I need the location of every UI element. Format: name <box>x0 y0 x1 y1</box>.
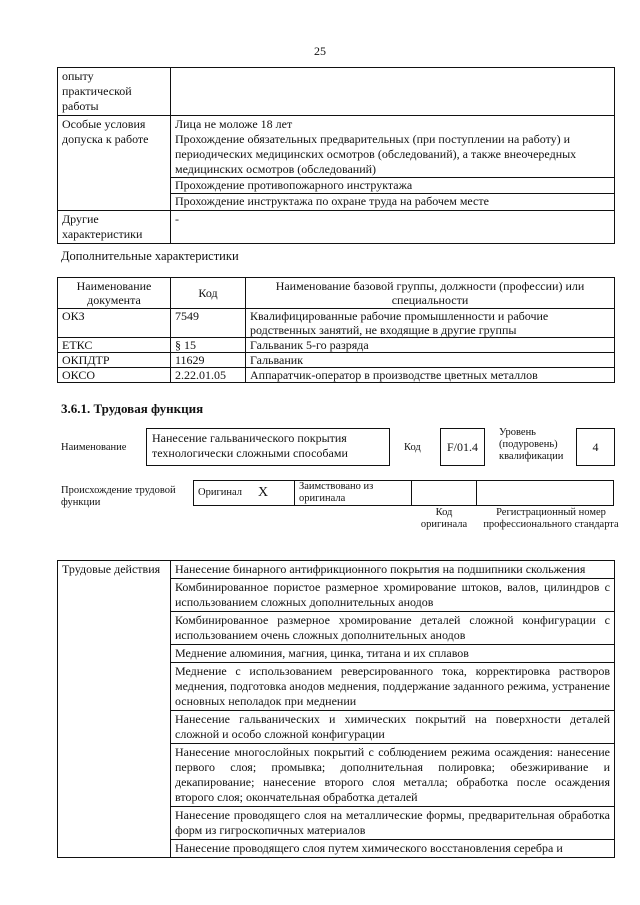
original-code-cell <box>412 481 477 506</box>
column-header: Наименование документа <box>58 278 171 309</box>
original-mark: X <box>254 481 295 506</box>
list-item: Нанесение проводящего слоя на металлические формы, предварительная обработка форм из гигроскопичных материалов <box>171 807 614 840</box>
table-cell: ОКЗ <box>58 309 171 338</box>
table-cell: Гальваник <box>246 353 615 368</box>
table-row <box>194 481 614 506</box>
row-label: опыту практической работы <box>58 68 171 116</box>
row-label: Трудовые действия <box>58 561 171 858</box>
condition-line: Прохождение обязательных предварительных (при поступлении на работу) и периодических медицинских осмотров (обследований), а также внеочередных медицинских осмотров (обследований) <box>171 132 614 178</box>
name-label: Наименование <box>61 442 127 453</box>
list-item: Комбинированное размерное хромирование деталей сложной конфигурации с использованием очень сложных дополнительных анодов <box>171 612 614 645</box>
table-row <box>58 353 615 368</box>
reg-number-caption: Регистрационный номер профессионального стандарта <box>483 507 619 530</box>
additional-characteristics-table <box>57 277 615 383</box>
borrowed-label: Заимствовано из оригинала <box>295 481 412 506</box>
row-value: - <box>171 211 615 244</box>
table-header-row <box>58 278 615 309</box>
table-cell: ЕТКС <box>58 338 171 353</box>
table-row <box>58 116 615 211</box>
table-cell: Аппаратчик-оператор в производстве цветных металлов <box>246 368 615 383</box>
original-label: Оригинал <box>194 481 255 506</box>
column-header: Наименование базовой группы, должности (профессии) или специальности <box>246 278 615 309</box>
row-label: Особые условия допуска к работе <box>58 116 171 211</box>
row-label: Другие характеристики <box>58 211 171 244</box>
column-header: Код <box>171 278 246 309</box>
origin-label: Происхождение трудовой функции <box>61 485 176 508</box>
row-value <box>171 68 615 116</box>
list-item: Комбинированное пористое размерное хромирование штоков, валов, цилиндров с использованием сложных дополнительных анодов <box>171 579 614 612</box>
list-item: Меднение с использованием реверсированного тока, корректировка растворов меднения, подготовка анодов меднения, поддержание заданного режима, устранение основных неполадок при меднении <box>171 663 614 711</box>
function-name-box: Нанесение гальванического покрытия технологически сложными способами <box>146 428 390 466</box>
original-code-caption: Код оригинала <box>420 507 468 530</box>
qualification-requirements-table <box>57 67 615 244</box>
section-title: 3.6.1. Трудовая функция <box>61 401 204 416</box>
table-row <box>58 338 615 353</box>
reg-number-cell <box>477 481 614 506</box>
list-item: Нанесение гальванических и химических покрытий на поверхности деталей сложной и особо сложной конфигурации <box>171 711 614 744</box>
table-cell: 2.22.01.05 <box>171 368 246 383</box>
table-cell: § 15 <box>171 338 246 353</box>
table-row <box>58 561 615 858</box>
condition-line: Лица не моложе 18 лет <box>175 117 293 131</box>
table-cell: 7549 <box>171 309 246 338</box>
row-value <box>171 116 615 211</box>
labor-actions-list <box>171 561 615 858</box>
level-box: 4 <box>576 428 615 466</box>
code-label: Код <box>404 442 421 453</box>
table-cell: ОКПДТР <box>58 353 171 368</box>
list-item: Нанесение бинарного антифрикционного покрытия на подшипники скольжения <box>171 561 614 579</box>
level-label: Уровень (подуровень) квалификации <box>499 427 564 462</box>
page-number: 25 <box>314 44 326 58</box>
table-row <box>58 68 615 116</box>
origin-table <box>193 480 614 506</box>
condition-line: Прохождение инструктажа по охране труда на рабочем месте <box>175 194 489 208</box>
table-row <box>58 211 615 244</box>
additional-characteristics-heading: Дополнительные характеристики <box>61 249 239 263</box>
list-item: Меднение алюминия, магния, цинка, титана и их сплавов <box>171 645 614 663</box>
table-cell: 11629 <box>171 353 246 368</box>
list-item: Нанесение проводящего слоя путем химического восстановления серебра и <box>175 841 563 855</box>
code-box: F/01.4 <box>440 428 485 466</box>
table-cell: Квалифицированные рабочие промышленности и рабочие родственных занятий, не входящие в другие группы <box>246 309 615 338</box>
table-row <box>58 368 615 383</box>
labor-actions-table <box>57 560 615 858</box>
condition-line: Прохождение противопожарного инструктажа <box>171 178 614 194</box>
table-cell: Гальваник 5-го разряда <box>246 338 615 353</box>
table-row <box>58 309 615 338</box>
list-item: Нанесение многослойных покрытий с соблюдением режима осаждения: нанесение первого слоя; промывка; дополнительная полировка; обезжиривание и декапирование; нанесение второго слоя металла; обработка после осаждения второго слоя; окончательная обработка деталей <box>171 744 614 807</box>
table-cell: ОКСО <box>58 368 171 383</box>
